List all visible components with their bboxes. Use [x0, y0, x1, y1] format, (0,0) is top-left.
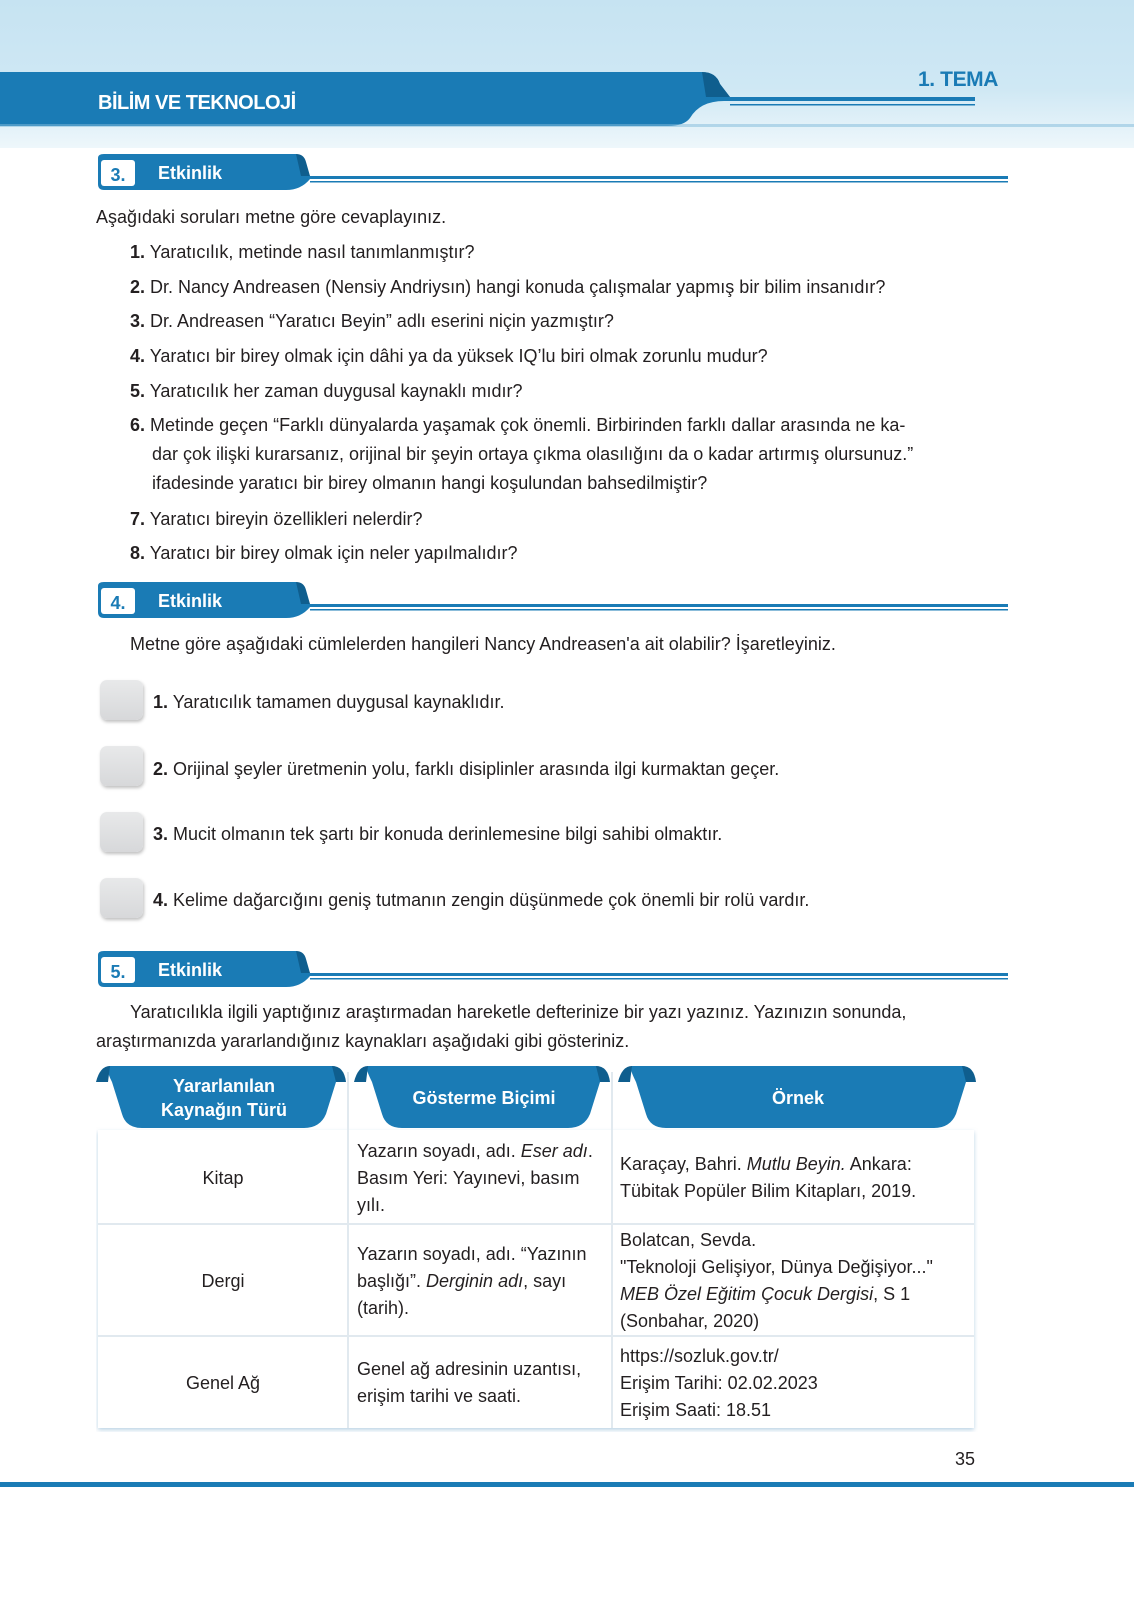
- section-number: 4.: [110, 593, 126, 613]
- section-3-intro: Aşağıdaki soruları metne göre cevaplayınız.: [96, 207, 447, 227]
- question-8: 8. Yaratıcı bir birey olmak için neler yapılmalıdır?: [130, 543, 518, 563]
- question-6: 6. Metinde geçen “Farklı dünyalarda yaşamak çok önemli. Birbirinden farklı dallar arasında ne ka-: [130, 415, 906, 435]
- section-label: Etkinlik: [158, 591, 223, 611]
- table-cell-type: Genel Ağ: [185, 1372, 261, 1393]
- checkbox-3[interactable]: [100, 812, 143, 852]
- question-1: 1. Yaratıcılık, metinde nasıl tanımlanmıştır?: [130, 242, 475, 262]
- statement-3: 3. Mucit olmanın tek şartı bir konuda derinlemesine bilgi sahibi olmaktır.: [153, 824, 723, 844]
- column-header-format: Gösterme Biçimi: [412, 1088, 556, 1108]
- section-label: Etkinlik: [158, 163, 223, 183]
- section-3-header: [96, 154, 1008, 194]
- header-left-title: BİLİM VE TEKNOLOJİ: [98, 92, 296, 114]
- section-5-intro-line-1: Yaratıcılıkla ilgili yaptığınız araştırmadan hareketle defterinize bir yazı yazınız. Yazınızın sonunda,: [130, 1002, 907, 1022]
- table-cell-example: Bolatcan, Sevda. "Teknoloji Gelişiyor, Dünya Değişiyor..." MEB Özel Eğitim Çocuk Dergisi, S 1 (Sonbahar, 2020): [620, 1230, 933, 1331]
- table-cell-example: Karaçay, Bahri. Mutlu Beyin. Ankara: Tübitak Popüler Bilim Kitapları, 2019.: [620, 1154, 917, 1201]
- column-header-example: Örnek: [771, 1088, 825, 1108]
- section-5-header: [96, 951, 1008, 991]
- question-5: 5. Yaratıcılık her zaman duygusal kaynaklı mıdır?: [130, 381, 523, 401]
- column-header-source-type: Yararlanılan Kaynağın Türü: [160, 1076, 287, 1120]
- section-4-intro: Metne göre aşağıdaki cümlelerden hangileri Nancy Andreasen'a ait olabilir? İşaretleyiniz.: [130, 634, 836, 654]
- section-4-header: [96, 582, 1008, 622]
- footer-line: [0, 1482, 1134, 1487]
- section-label: Etkinlik: [158, 960, 223, 980]
- sources-table: [96, 1062, 978, 1432]
- table-cell-type: Dergi: [201, 1270, 245, 1291]
- question-3: 3. Dr. Andreasen “Yaratıcı Beyin” adlı eserini niçin yazmıştır?: [130, 311, 614, 331]
- section-5-intro-line-2: araştırmanızda yararlandığınız kaynakları aşağıdaki gibi gösteriniz.: [96, 1031, 630, 1051]
- table-cell-type: Kitap: [202, 1167, 244, 1188]
- statement-1: 1. Yaratıcılık tamamen duygusal kaynaklıdır.: [153, 692, 505, 712]
- question-2: 2. Dr. Nancy Andreasen (Nensiy Andriysın) hangi konuda çalışmalar yapmış bir bilim insanıdır?: [130, 277, 886, 297]
- table-cell-format: Genel ağ adresinin uzantısı, erişim tarihi ve saati.: [357, 1359, 582, 1406]
- table-cell-format: Yazarın soyadı, adı. Eser adı. Basım Yeri: Yayınevi, basım yılı.: [357, 1140, 593, 1215]
- checkbox-1[interactable]: [100, 680, 143, 720]
- checkbox-4[interactable]: [100, 878, 143, 918]
- statement-2: 2. Orijinal şeyler üretmenin yolu, farklı disiplinler arasında ilgi kurmaktan geçer.: [153, 759, 780, 779]
- question-7: 7. Yaratıcı bireyin özellikleri nelerdir?: [130, 509, 423, 529]
- question-6-line-2: dar çok ilişki kurarsanız, orijinal bir şeyin ortaya çıkma olasılığını da o kadar artırmış olursunuz.”: [152, 444, 914, 464]
- section-number: 5.: [110, 962, 126, 982]
- section-number: 3.: [110, 165, 126, 185]
- page-number: 35: [955, 1449, 976, 1469]
- table-cell-format: Yazarın soyadı, adı. “Yazının başlığı”. Derginin adı, sayı (tarih).: [357, 1243, 587, 1318]
- question-4: 4. Yaratıcı bir birey olmak için dâhi ya da yüksek IQ’lu biri olmak zorunlu mudur?: [130, 346, 768, 366]
- statement-4: 4. Kelime dağarcığını geniş tutmanın zengin düşünmede çok önemli bir rolü vardır.: [153, 890, 810, 910]
- table-cell-example: https://sozluk.gov.tr/ Erişim Tarihi: 02.02.2023 Erişim Saati: 18.51: [620, 1345, 818, 1420]
- header-right-title: 1. TEMA: [918, 68, 999, 91]
- checkbox-2[interactable]: [100, 746, 143, 786]
- question-6-line-3: ifadesinde yaratıcı bir birey olmanın hangi koşulundan bahsedilmiştir?: [152, 473, 708, 493]
